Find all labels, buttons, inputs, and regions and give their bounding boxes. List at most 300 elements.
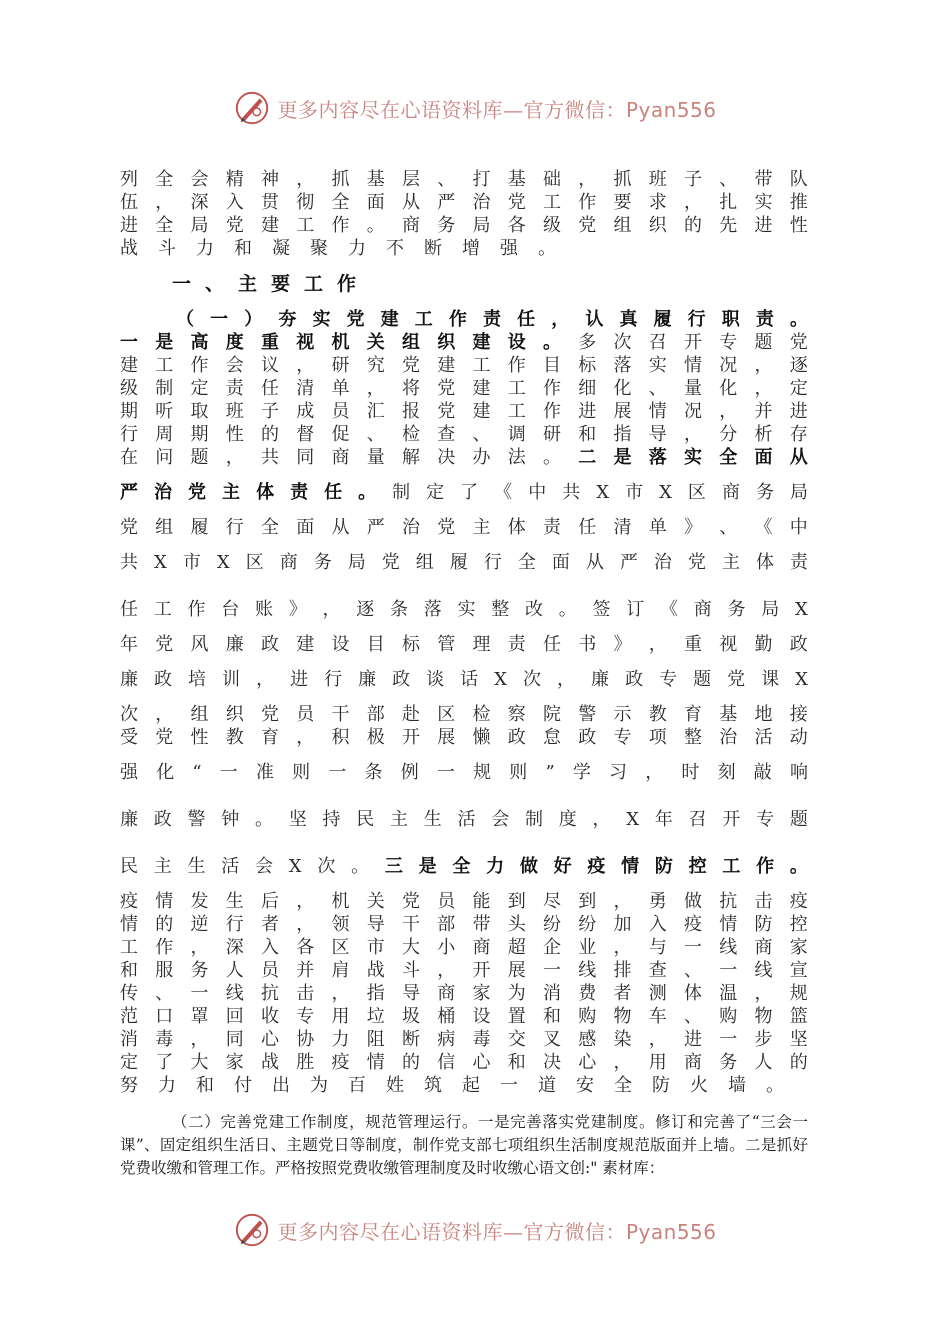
char: 次 [613,332,632,353]
char: 赴 [402,704,420,725]
char: ， [613,937,632,958]
char: ， [256,669,275,690]
char: 范 [120,1006,138,1027]
char: ， [754,983,773,1004]
char: 者 [613,983,632,1004]
char: 究 [366,355,385,376]
char: 政 [154,669,173,690]
char: 期 [120,401,138,422]
char: 一 [719,960,738,981]
char: 费 [578,983,597,1004]
char: 级 [543,215,561,236]
char: 抗 [261,983,279,1004]
char: 区 [245,552,264,573]
char: 疫 [331,1052,350,1073]
char: 商 [754,937,773,958]
char: 《 [660,599,678,620]
char: 的 [261,424,279,445]
char: 入 [225,192,244,213]
char: 超 [507,937,526,958]
char: 是 [418,856,437,877]
char: 勇 [648,891,667,912]
char: 况 [719,355,738,376]
char: 是 [613,447,632,468]
char: 起 [462,1075,480,1096]
char: 抓 [331,169,350,190]
char: 击 [754,891,773,912]
text-line [120,959,808,982]
char: 专 [659,669,678,690]
char: 务 [727,599,746,620]
char: 作 [507,355,526,376]
char: ， [754,378,773,399]
char: 目 [366,634,385,655]
section1-line-e [120,808,808,831]
char: 治 [472,192,491,213]
char: 商 [721,482,740,503]
char: 强 [500,238,518,259]
char: 法 [507,447,526,468]
banner-text: 更多内容尽在心语资料库—官方微信：Pyan556 [277,97,717,122]
char: 题 [789,809,808,830]
char: 会 [190,169,209,190]
header-watermark-banner [0,86,950,130]
char: 员 [296,704,315,725]
char: 存 [789,424,808,445]
char: 作 [756,856,775,877]
char: 任 [517,309,536,330]
char: ” [545,762,555,783]
char: 控 [789,914,808,935]
char: 导 [648,424,667,445]
char: 组 [155,517,174,538]
char: 落 [648,447,667,468]
char: 度 [225,332,244,353]
char: 机 [331,891,350,912]
section1-lines-c [120,598,808,749]
char: 大 [402,937,420,958]
char: 。 [358,482,377,503]
char: 党 [188,482,207,503]
char: 道 [538,1075,556,1096]
char: （ [176,309,194,330]
char: 情 [120,914,138,935]
char: 议 [261,355,279,376]
char: ， [225,447,244,468]
char: 廉 [120,809,138,830]
char: 聚 [310,238,328,259]
char: 收 [261,1006,279,1027]
char: 关 [366,891,385,912]
char: 行 [324,669,343,690]
char: 极 [366,727,385,748]
char: 线 [225,983,244,1004]
char: 共 [261,447,279,468]
char: 车 [648,1006,667,1027]
char: 力 [486,856,505,877]
char: 展 [613,401,632,422]
char: 时 [681,762,700,783]
char: 实 [457,599,476,620]
char: 行 [687,309,706,330]
char: 政 [578,727,597,748]
char: 认 [585,309,604,330]
char: 员 [437,891,456,912]
char: 坚 [288,809,307,830]
char: 党 [789,332,808,353]
char: 任 [261,378,279,399]
char: 建 [120,355,138,376]
char: ， [613,1052,632,1073]
char: 钟 [221,809,240,830]
char: 党 [402,891,420,912]
char: 区 [687,482,706,503]
char: 带 [472,914,491,935]
char: 刻 [717,762,736,783]
char: 全 [719,447,738,468]
text-line [120,703,808,726]
char: 设 [507,332,526,353]
char: 情 [155,891,174,912]
char: 民 [356,809,375,830]
char: 订 [626,599,645,620]
char: 主 [721,552,740,573]
char: 不 [386,238,404,259]
char: 用 [648,1052,667,1073]
text-line [120,168,808,191]
char: 和 [120,960,138,981]
char: 叉 [543,1029,561,1050]
char: 控 [688,856,707,877]
section2-paragraph: （二）完善党建工作制度，规范管理运行。一是完善落实党建制度。修订和完善了“三会一课”、固定组织生活日、主题党日等制度，制作党支部七项组织生活制度规范版面并上墙。二是抓好党费收缴和管理工作。严格按照党费收缴管理制度及时收缴心语文创:" 素材库： [120,1113,808,1177]
char: 商 [331,447,350,468]
char: 击 [296,983,315,1004]
char: ， [155,704,174,725]
char: 调 [507,424,526,445]
text-line [120,1005,808,1028]
char: 宣 [789,960,808,981]
char: 胜 [296,1052,315,1073]
char: 则 [292,762,311,783]
char: 部 [437,914,456,935]
char: 坚 [789,1029,808,1050]
char: 筑 [424,1075,442,1096]
text-line [120,423,808,446]
char: 测 [648,983,667,1004]
char: 视 [296,332,315,353]
section1-title [120,308,808,331]
char: 准 [255,762,274,783]
char: 情 [684,355,702,376]
char: 将 [402,378,420,399]
char: 听 [155,401,174,422]
char: 工 [155,355,174,376]
char: 垃 [366,1006,385,1027]
char: 务 [190,960,209,981]
char: 决 [437,447,456,468]
pen-logo-icon [233,89,271,127]
char: 汇 [366,401,385,422]
text-line [120,1051,808,1074]
char: 基 [719,704,738,725]
heading-main-work: 一、主要工作 [172,273,371,295]
char: 严 [366,517,385,538]
char: 训 [222,669,241,690]
char: 购 [719,1006,738,1027]
char: 项 [648,727,667,748]
char: 党 [155,634,174,655]
char: 定 [190,378,209,399]
char: 了 [155,1052,174,1073]
char: 织 [437,332,456,353]
char: 管 [437,634,456,655]
char: 和 [507,1052,526,1073]
char: 次 [523,669,542,690]
char: 理 [472,634,491,655]
char: 温 [719,983,738,1004]
char: 度 [558,809,577,830]
char: 严 [437,192,456,213]
char: 召 [688,809,707,830]
char: 职 [721,309,740,330]
char: 和 [196,1075,214,1096]
char: 和 [578,424,597,445]
char: 实 [312,309,331,330]
char: 培 [188,669,207,690]
text-line [120,400,808,423]
char: 定 [426,482,445,503]
char: 安 [576,1075,594,1096]
char: 阻 [366,1029,385,1050]
char: 疫 [120,891,138,912]
char: 重 [684,634,702,655]
char: 二 [578,447,597,468]
char: 会 [225,355,244,376]
char: 任 [324,482,343,503]
char: 。 [351,856,370,877]
char: 神 [261,169,279,190]
char: 化 [613,378,632,399]
char: 进 [290,669,309,690]
char: 活 [221,856,240,877]
char: 从 [789,447,808,468]
char: 疫 [587,856,606,877]
char: ， [296,914,315,935]
char: 开 [684,332,702,353]
char: 家 [789,937,808,958]
char: 罩 [190,1006,209,1027]
char: 治 [154,482,173,503]
banner-wechat-id: Pyan556 [625,1219,717,1244]
char: 三 [384,856,403,877]
char: 了 [460,482,479,503]
char: 防 [754,914,773,935]
char: 积 [331,727,350,748]
char: 做 [684,891,702,912]
char: 专 [756,809,775,830]
char: 改 [525,599,543,620]
char: 、 [472,424,491,445]
char: 商 [472,937,491,958]
char: ， [296,355,315,376]
char: 大 [190,1052,209,1073]
char: 责 [290,482,309,503]
document-body [120,168,808,1180]
char: 从 [331,517,350,538]
char: 民 [120,856,138,877]
char: 细 [578,378,597,399]
char: 党 [437,378,456,399]
char: 置 [507,1006,526,1027]
char: 回 [225,1006,244,1027]
char: 会 [491,809,510,830]
char: ， [719,401,738,422]
char: X [154,552,167,573]
char: 用 [331,1006,350,1027]
char: 线 [754,960,773,981]
char: 会 [255,856,273,877]
char: 建 [472,378,491,399]
char: 高 [190,332,209,353]
char: 做 [519,856,538,877]
char: 教 [225,727,244,748]
text-line [120,668,808,691]
char: 全 [155,215,174,236]
text-line [120,936,808,959]
char: 工 [120,937,138,958]
char: 敲 [753,762,772,783]
char: 到 [578,891,597,912]
char: 要 [613,192,632,213]
char: 建 [261,215,279,236]
char: 、 [437,169,456,190]
char: 的 [155,914,174,935]
char: 党 [381,552,400,573]
char: 化 [719,378,738,399]
char: 研 [331,355,350,376]
char: 带 [754,169,773,190]
char: 性 [190,727,209,748]
char: 党 [437,401,456,422]
char: 、 [719,169,738,190]
char: 。 [543,447,561,468]
char: 主 [390,809,408,830]
char: 落 [613,355,632,376]
char: 报 [402,401,420,422]
char: 础 [543,169,561,190]
char: 进 [120,215,138,236]
char: 扎 [719,192,738,213]
char: 染 [613,1029,632,1050]
footer-watermark-banner [0,1208,950,1252]
char: 心 [578,1052,597,1073]
char: 、 [719,517,738,538]
char: 体 [684,983,702,1004]
char: 多 [578,332,597,353]
char: 生 [187,856,206,877]
char: 召 [648,332,667,353]
char: 接 [789,704,808,725]
char: 商 [693,599,712,620]
char: 标 [402,634,420,655]
char: 在 [120,447,138,468]
char: 化 [156,762,175,783]
char: 一 [210,309,229,330]
char: 作 [448,309,467,330]
char: 商 [437,983,456,1004]
char: 检 [402,424,420,445]
char: 组 [190,704,209,725]
char: 活 [457,809,476,830]
char: 展 [507,960,526,981]
char: 线 [719,937,738,958]
text-line [120,237,808,260]
text-line [120,354,808,377]
char: 政 [625,669,644,690]
char: 治 [653,552,672,573]
char: 并 [296,960,315,981]
char: 为 [310,1075,328,1096]
char: ， [366,378,385,399]
char: 习 [609,762,628,783]
char: 制 [155,378,174,399]
section1-lines-a [120,354,808,446]
char: 中 [789,517,808,538]
char: 实 [648,355,667,376]
char: 子 [684,169,702,190]
char: ， [296,727,315,748]
char: 加 [613,914,632,935]
char: 尽 [543,891,561,912]
char: 学 [572,762,591,783]
char: 消 [120,1029,138,1050]
char: 实 [684,447,702,468]
char: 量 [366,447,385,468]
char: 区 [437,704,456,725]
char: 打 [472,169,491,190]
char: 并 [754,401,773,422]
char: 党 [578,215,597,236]
char: 级 [120,378,138,399]
char: 能 [472,891,491,912]
char: 一 [436,762,455,783]
char: 则 [509,762,528,783]
char: 析 [754,424,773,445]
char: 定 [789,378,808,399]
char: 商 [402,215,420,236]
char: 廉 [225,634,244,655]
char: 周 [155,424,174,445]
char: 响 [789,762,808,783]
char: 责 [482,309,501,330]
char: 活 [754,727,773,748]
char: 任 [578,517,597,538]
char: 夯 [278,309,297,330]
char: 肩 [331,960,350,981]
char: 建 [296,634,315,655]
char: 感 [578,1029,597,1050]
char: ， [155,192,174,213]
char: 领 [331,914,350,935]
char: 勤 [754,634,773,655]
char: 姓 [386,1075,404,1096]
char: 物 [754,1006,773,1027]
char: 机 [331,332,350,353]
char: 真 [619,309,638,330]
char: 从 [585,552,604,573]
char: 政 [789,634,808,655]
char: 党 [346,309,365,330]
